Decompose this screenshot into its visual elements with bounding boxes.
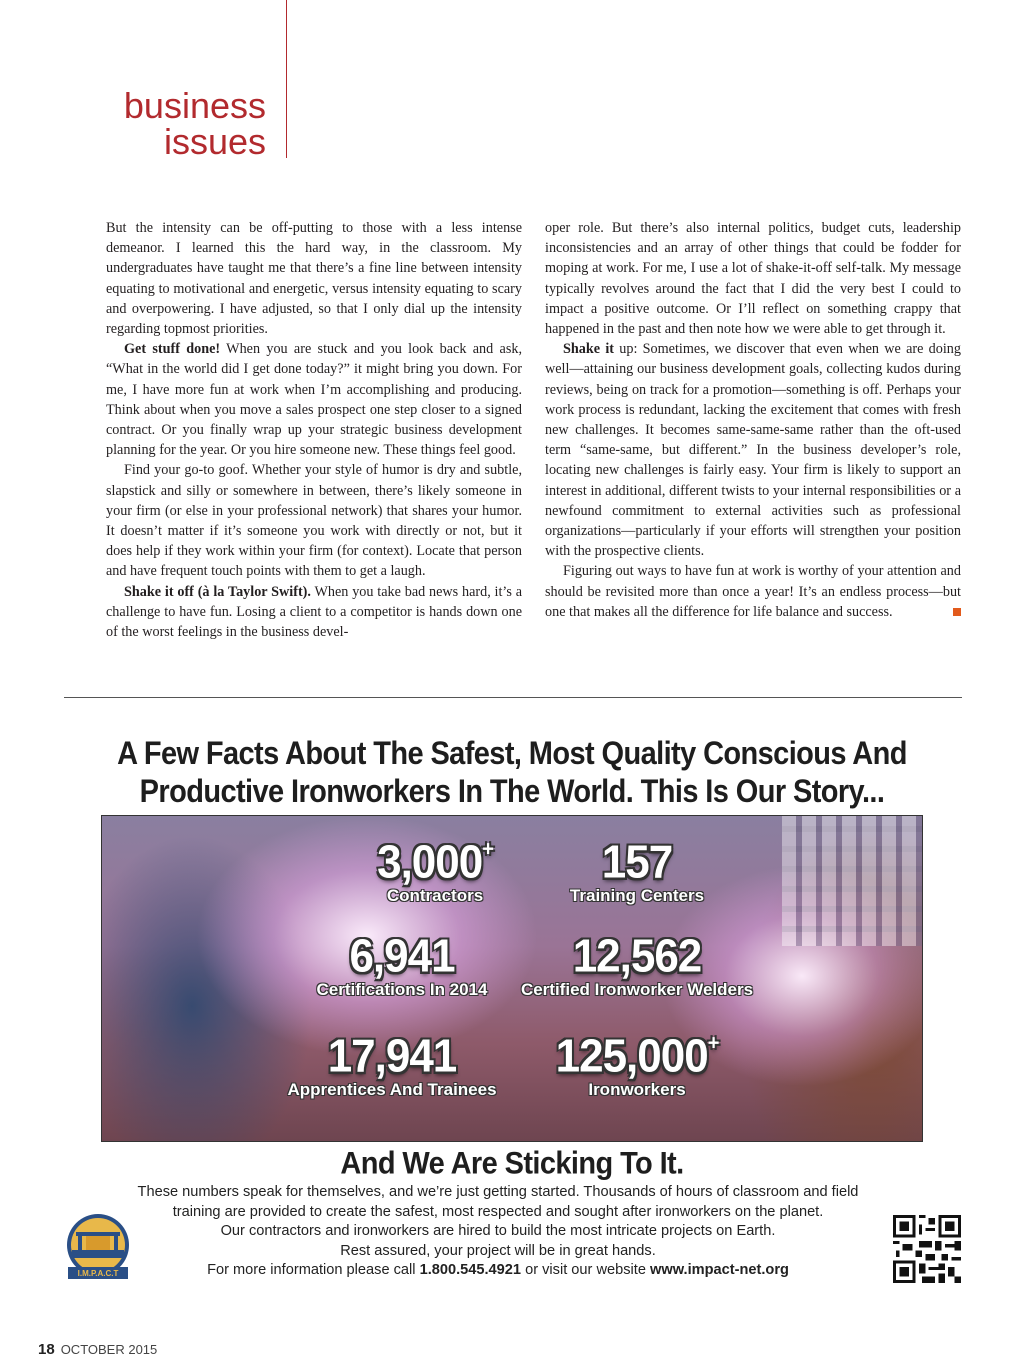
stat-number: 17,941 bbox=[327, 1030, 457, 1083]
paragraph-lead: Get stuff done! bbox=[124, 341, 221, 358]
section-title-line2: issues bbox=[163, 121, 266, 162]
article-paragraph bbox=[106, 339, 522, 460]
paragraph-lead: Shake it off (à la Taylor Swift). bbox=[124, 583, 311, 600]
paragraph-lead: Shake it bbox=[563, 341, 614, 358]
article-paragraph bbox=[106, 582, 522, 643]
ad-body-line: These numbers speak for themselves, and we’re just getting started. Thousands of hours of classroom and field bbox=[137, 1184, 859, 1200]
stat-number: 6,941 bbox=[349, 930, 455, 983]
stat-number: 3,000+ bbox=[377, 836, 493, 889]
ad-contact-line: For more information please call 1.800.545.4921 or visit our website www.impact-net.org bbox=[207, 1262, 789, 1279]
issue-date: OCTOBER 2015 bbox=[60, 1342, 158, 1357]
welders-photo bbox=[101, 815, 923, 1142]
ad-body-text bbox=[92, 1183, 904, 1281]
ad-body-line: training are provided to create the safest, most respected and sought after ironworkers on the planet. bbox=[172, 1203, 824, 1220]
building-windows-background bbox=[782, 816, 922, 946]
section-divider-rule bbox=[286, 0, 287, 158]
article-paragraph bbox=[545, 339, 961, 561]
website-link[interactable]: www.impact-net.org bbox=[650, 1262, 789, 1279]
article-paragraph bbox=[106, 460, 522, 581]
page-footer bbox=[38, 1341, 157, 1358]
stat-ironworkers bbox=[502, 1030, 772, 1100]
section-title-line1: business bbox=[123, 85, 266, 126]
ad-body-line: Rest assured, your project will be in great hands. bbox=[340, 1242, 656, 1259]
page-number: 18 bbox=[38, 1341, 55, 1358]
ad-headline-line1: A Few Facts About The Safest, Most Quality Conscious And bbox=[117, 736, 907, 772]
article-column-left bbox=[106, 218, 522, 642]
stat-number: 125,000+ bbox=[555, 1030, 719, 1083]
stat-number: 12,562 bbox=[572, 930, 702, 983]
paragraph-text: Figuring out ways to have fun at work is worthy of your attention and should be revisited more than once a year! It’s an endless process—but one that makes all the difference for life balance and success. bbox=[545, 563, 961, 620]
stat-label: Training Centers bbox=[569, 886, 705, 905]
stat-label: Apprentices And Trainees bbox=[287, 1080, 497, 1099]
stat-label: Certified Ironworker Welders bbox=[520, 980, 754, 999]
section-title bbox=[123, 85, 266, 162]
article-paragraph bbox=[545, 561, 961, 622]
paragraph-text: Find your go-to goof. Whether your style of humor is dry and subtle, slapstick and silly or somewhere in between, there’s likely someone in your firm (or else in your professional network) that shares your humor. It doesn’t matter if it’s someone you work with directly or not, but it does help if they work within your firm (for context). Locate that person and have frequent touch points with them to get a laugh. bbox=[106, 462, 522, 580]
ad-headline-line2: Productive Ironworkers In The World. This Is Our Story... bbox=[139, 774, 885, 811]
paragraph-text: oper role. But there’s also internal politics, budget cuts, leadership inconsistencies and an array of other things that could be fodder for moping at work. For me, I use a lot of shake-it-off self-talk. My message typically revolves around the fact that I did the very best I could to impact a positive outcome. Or I’ll reflect on something crappy that happened in the past and then note how we were able to get through it. bbox=[545, 220, 961, 338]
article-paragraph bbox=[106, 218, 522, 339]
stat-label: Contractors bbox=[386, 886, 484, 905]
paragraph-text: up: Sometimes, we discover that even when we are doing well—attaining our business development goals, collecting kudos during reviews, being on track for a promotion—something is off. Perhaps your work process is redundant, lacking the excitement that comes with fresh new challenges. It becomes same-same-same rather than the oft-used term “same-same, but different.” In the business developer’s role, locating new challenges is fairly easy. Your firm is likely to support an interest in additional, different twists to your internal responsibilities or a newfound commitment to external activities such as professional organizations—particularly if your efforts will strengthen your position with the prospective clients. bbox=[545, 341, 961, 560]
ad-headline bbox=[70, 735, 954, 811]
article-column-right bbox=[545, 218, 961, 622]
logo-text: I.M.P.A.C.T bbox=[77, 1269, 119, 1278]
ad-subheadline: And We Are Sticking To It. bbox=[340, 1146, 684, 1182]
stat-training-centers bbox=[492, 836, 782, 906]
stat-certified-welders bbox=[482, 930, 792, 1000]
paragraph-text: When you are stuck and you look back and ask, “What in the world did I get done today?” it might bring you down. For me, I have more fun at work when I’m accomplishing and producing. Think about when you move a sales prospect one step closer to a signed contract. Or you finally wrap up your strategic business development planning for the year. Or you hire someone new. These things feel good. bbox=[106, 341, 522, 459]
impact-logo bbox=[62, 1212, 134, 1282]
stat-label: Ironworkers bbox=[588, 1080, 686, 1099]
ad-body-line: Our contractors and ironworkers are hired to build the most intricate projects on Earth. bbox=[220, 1223, 776, 1240]
paragraph-text: When you take bad news hard, it’s a challenge to have fun. Losing a client to a competitor is hands down one of the worst feelings in the business devel- bbox=[106, 583, 522, 641]
stat-label: Certifications In 2014 bbox=[316, 980, 488, 999]
stat-number: 157 bbox=[601, 836, 673, 889]
horizontal-divider bbox=[64, 697, 962, 698]
phone-number[interactable]: 1.800.545.4921 bbox=[419, 1262, 522, 1279]
article-paragraph bbox=[545, 218, 961, 339]
paragraph-text: But the intensity can be off-putting to those with a less intense demeanor. I learned this the hard way, in the classroom. My undergraduates have taught me that there’s a fine line between intensity equating to motivational and energetic, versus intensity equating to scary and overpowering. I have adjusted, so that I only dial up the intensity regarding topmost priorities. bbox=[106, 220, 522, 338]
qr-code[interactable] bbox=[893, 1215, 961, 1283]
end-of-article-mark bbox=[953, 608, 961, 616]
